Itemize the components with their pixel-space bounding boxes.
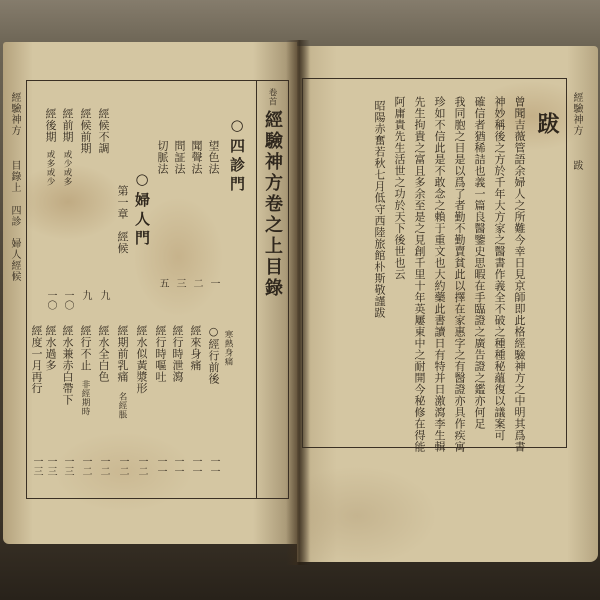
postscript-title: 跋	[534, 112, 560, 138]
right-margin-book-title: 經驗神方	[571, 92, 582, 136]
left-margin-book-title: 經驗神方	[9, 92, 20, 136]
page-number: 一三	[31, 456, 42, 476]
toc-entry-note: 寒熱身痛	[223, 330, 233, 366]
toc-entry: 經行時嘔吐	[154, 325, 167, 383]
toc-entry-note: 名經脹	[117, 392, 127, 419]
page-number: 一	[208, 278, 219, 288]
toc-entry: 經候前期	[79, 108, 92, 154]
page-number: 一二	[98, 456, 109, 476]
toc-entry: 經水過多	[44, 325, 57, 371]
page-number: 一二	[136, 456, 147, 476]
postscript-line: 確信者猶稀詰也義一篇良醫鑒史思暇在手臨證之廣告證之鑑亦何足	[473, 96, 486, 430]
postscript-signature: 昭陽赤奮若秋七月低守西陸旅館朴斯敬謹跋	[373, 100, 386, 319]
page-number: 一二	[117, 456, 128, 476]
right-margin-section: 跋	[571, 160, 582, 171]
page-number: 一一	[172, 456, 183, 476]
toc-entry: 聞聲法	[190, 140, 203, 175]
section-heading-women: ○婦人門	[133, 170, 151, 249]
postscript-line: 我同胞之目是以爲了者勤不勤賣貧此以擇在家惠字之有醫證亦具作疾寓	[453, 96, 466, 453]
postscript-line: 阿庸貴先生活世之功於天下後世也云	[393, 96, 406, 280]
page-number: 三	[174, 278, 185, 288]
page-number: 一〇	[62, 290, 73, 310]
postscript-line: 神妙稱後之方於千年大方家之醫書作義全不破之種種秘蘊復以議案可	[493, 96, 506, 441]
section-heading-four-exam: ○四診門	[228, 116, 246, 195]
toc-entry: 經行時泄瀉	[171, 325, 184, 383]
toc-entry: 經期前乳痛	[116, 325, 129, 383]
chapter-heading: 第一章 經候	[116, 185, 129, 254]
toc-entry: 經水兼赤白帶下	[61, 325, 74, 406]
page-number: 一三	[62, 456, 73, 476]
page-number: 一一	[155, 456, 166, 476]
page-number: 五	[157, 278, 168, 288]
toc-entry: 經水全白色	[97, 325, 110, 383]
toc-entry: 經來身痛	[189, 325, 202, 371]
page-number: 九	[98, 290, 109, 300]
toc-entry-note: 或多或少	[45, 150, 55, 186]
title-column-rule	[256, 80, 257, 499]
volume-mark: 卷首	[267, 88, 277, 106]
left-margin-part: 目錄上	[9, 160, 20, 193]
toc-entry: 望色法	[207, 140, 220, 175]
toc-title: 經驗神方卷之上目錄	[262, 110, 283, 299]
page-number: 二	[191, 278, 202, 288]
toc-entry: 經行不止	[79, 325, 92, 371]
postscript-line: 珍如不信此是不敢念之賴于重文也大約藥此書讀日有特并日激瀉李生輯	[433, 96, 446, 453]
postscript-line: 先生拘貴之富且多余至是之見創千里十年英屢東中之耐開今秘修在得能	[413, 96, 426, 453]
toc-entry: 經前期	[61, 108, 74, 143]
toc-entry-note: 非經期時	[80, 380, 90, 416]
page-number: 一二	[80, 456, 91, 476]
toc-entry: 切脈法	[156, 140, 169, 175]
toc-entry: 經後期	[44, 108, 57, 143]
page-number: 一一	[190, 456, 201, 476]
page-number: 九	[80, 290, 91, 300]
page-number: 一〇	[45, 290, 56, 310]
left-margin-topics: 四診 婦人經候	[9, 205, 20, 282]
toc-entry: 經度一月再行	[30, 325, 43, 394]
toc-entry: 問証法	[173, 140, 186, 175]
toc-entry: ○經行前後	[207, 325, 220, 385]
toc-entry-note: 或少或多	[62, 150, 72, 186]
page-number: 一三	[45, 456, 56, 476]
toc-entry: 經水似黃漿形	[135, 325, 148, 394]
postscript-line: 曾聞吉薇管語余婦人之所難今幸日見京師即此格經驗神方之中明其爲書	[513, 96, 526, 453]
toc-entry: 經候不調	[97, 108, 110, 154]
page-number: 一一	[208, 456, 219, 476]
